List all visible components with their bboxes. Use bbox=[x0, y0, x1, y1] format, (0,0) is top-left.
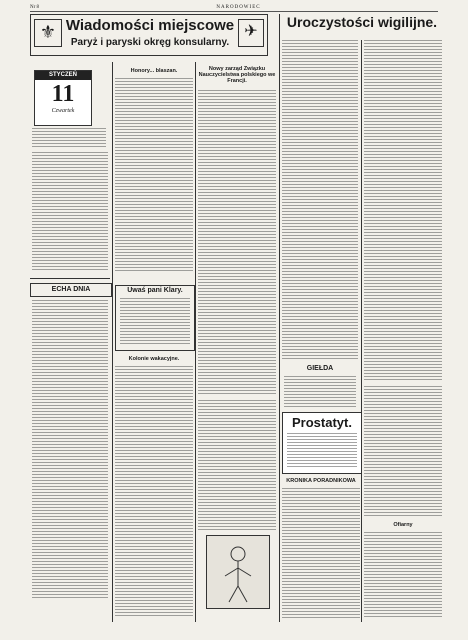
left-banner bbox=[30, 14, 268, 56]
prostatyt-text bbox=[287, 433, 357, 469]
uwaga-text bbox=[120, 298, 190, 346]
col3-lower-text bbox=[198, 400, 276, 530]
prostatyt-title: Prostatyt. bbox=[292, 415, 352, 430]
banner-emblem-icon: ⚜ bbox=[34, 19, 62, 47]
gielda-heading: GIEŁDA bbox=[306, 365, 334, 372]
prostatyt-ad bbox=[282, 412, 362, 474]
col2-article bbox=[115, 78, 193, 273]
cartoon-figure-icon bbox=[207, 536, 269, 608]
right-title-text: Uroczystości wigilijne. bbox=[286, 14, 438, 30]
banner-title: Wiadomości miejscowe bbox=[65, 17, 235, 34]
page-number: Nr 8 bbox=[30, 4, 40, 10]
col5-bottom-text bbox=[364, 532, 442, 618]
col5-article bbox=[364, 40, 442, 380]
gielda-table bbox=[284, 376, 356, 408]
col2-mid-heading: Kolonie wakacyjne. bbox=[128, 356, 180, 362]
col2-mid-text bbox=[115, 366, 193, 616]
col3-article bbox=[198, 90, 276, 395]
paper-name: NARODOWIEC bbox=[216, 4, 261, 10]
calendar-day: 11 bbox=[51, 81, 75, 107]
page-header bbox=[30, 3, 438, 12]
col1-article bbox=[32, 152, 108, 272]
kronika-heading: KRONIKA PORADNIKOWA bbox=[286, 478, 356, 484]
cartoon-image bbox=[206, 535, 270, 609]
bottom-right-heading: Ofiarny bbox=[393, 522, 413, 528]
echa-dnia-text bbox=[32, 300, 108, 600]
right-title bbox=[282, 14, 442, 38]
banner-subtitle: Paryż i paryski okręg konsularny. bbox=[70, 37, 230, 48]
kronika-text bbox=[282, 488, 360, 618]
col3-heading: Nowy zarząd Związku Nauczycielstwa polskiego we Francji. bbox=[198, 66, 276, 84]
echa-dnia-heading: ECHA DNIA bbox=[51, 286, 91, 293]
col4-article bbox=[282, 40, 358, 360]
calendar-box bbox=[34, 70, 92, 126]
banner-ornament-icon: ✈ bbox=[238, 19, 264, 47]
col5-lower-text bbox=[364, 386, 442, 516]
uwaga-heading: Uwaś pani Klary. bbox=[127, 287, 183, 294]
calendar-notes bbox=[32, 128, 106, 148]
col2-heading: Honory... blaszan. bbox=[130, 68, 178, 74]
uwaga-box bbox=[115, 285, 195, 351]
echa-dnia-heading-box bbox=[30, 283, 112, 297]
calendar-month: STYCZEŃ bbox=[35, 71, 91, 80]
calendar-weekday: Czwartek bbox=[51, 108, 75, 114]
